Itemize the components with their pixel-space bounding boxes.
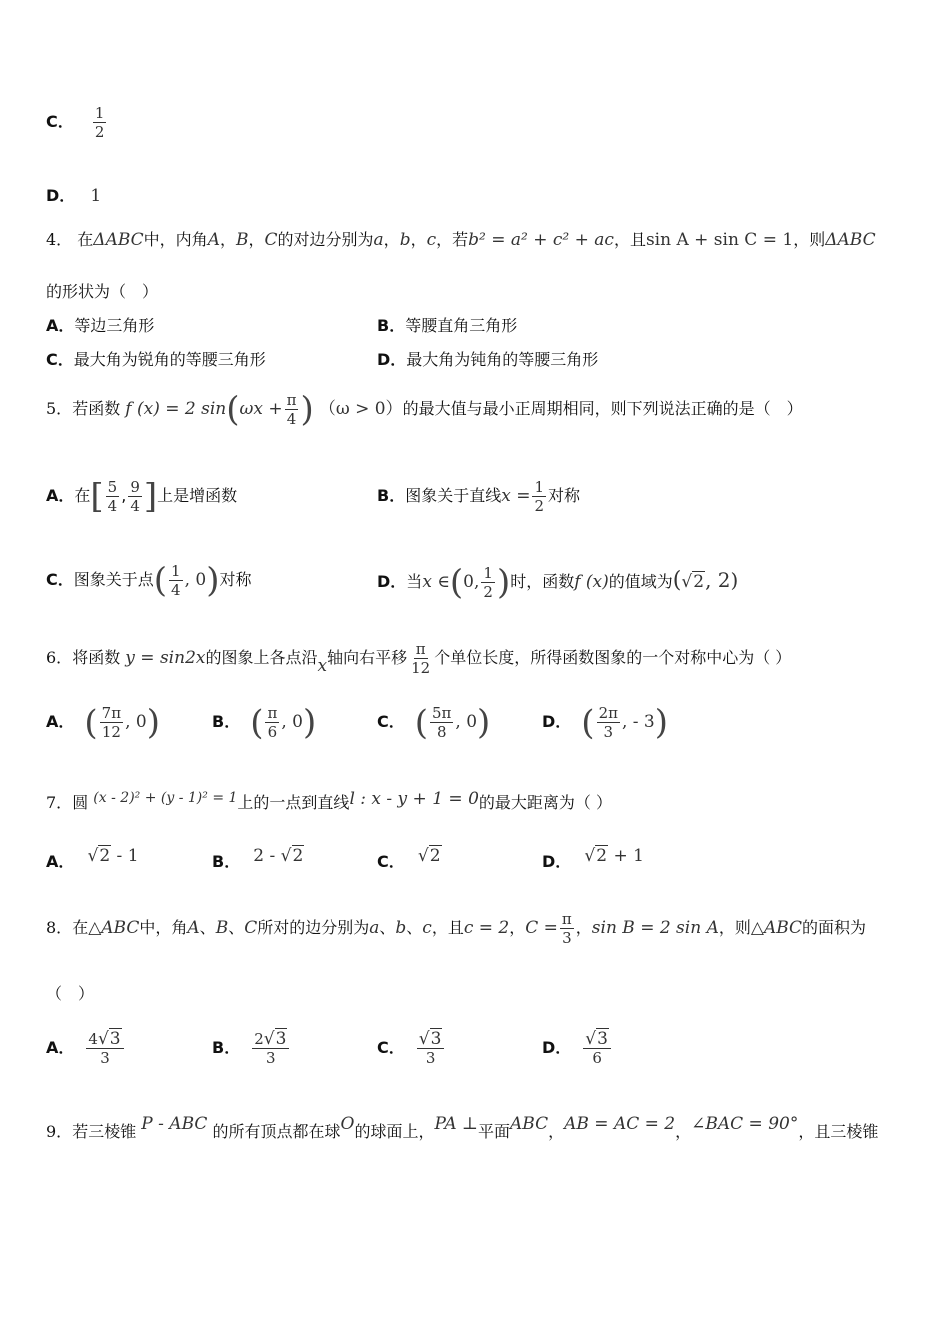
question-4-stem-cont: [46, 280, 910, 304]
paren-open: (: [84, 702, 98, 743]
math-equation: sin A + sin C = 1: [645, 230, 794, 250]
text: ，且: [613, 230, 646, 249]
math-expression: - 1: [111, 846, 139, 866]
text: 所对的边分别为: [257, 918, 370, 937]
sqrt: √3: [418, 1029, 442, 1049]
option-label: C．: [377, 712, 405, 731]
math-expression: , - 3: [621, 712, 655, 732]
sqrt: √3: [263, 1029, 287, 1049]
option-label: D．: [542, 1038, 572, 1057]
math-C: C: [264, 230, 278, 250]
option-label: D．: [542, 852, 572, 871]
text: 图象关于直线: [405, 486, 502, 505]
text: 若三棱锥: [72, 1122, 137, 1141]
coefficient: 2: [254, 1030, 264, 1048]
q6-option-a[interactable]: [46, 696, 160, 748]
option-label: B．: [212, 712, 241, 731]
text: 中，内角: [143, 230, 208, 249]
math-a: a: [369, 918, 380, 938]
math-line-equation: l : x - y + 1 = 0: [349, 789, 479, 809]
math-expression: ωx +: [239, 399, 283, 419]
text: 上是增函数: [157, 486, 238, 505]
math-A: A: [207, 230, 220, 250]
sqrt: √3: [97, 1029, 121, 1049]
math-O: O: [340, 1114, 355, 1134]
math-expression: , 2): [705, 568, 739, 592]
q6-option-b[interactable]: [212, 696, 316, 748]
text: ，若: [436, 230, 469, 249]
q8-option-b[interactable]: [212, 1022, 291, 1074]
paren-open: (: [226, 389, 240, 430]
bracket-close: ]: [143, 476, 158, 517]
math-triangle: △ABC: [88, 918, 140, 938]
math-B: B: [215, 918, 229, 938]
q4-option-d[interactable]: [377, 348, 598, 372]
prev-option-d: [46, 184, 101, 208]
sqrt: √2: [681, 572, 705, 592]
math-equation: b² = a² + c² + ac: [468, 230, 614, 250]
question-8-paren: [46, 982, 910, 1006]
question-number: 7．: [46, 793, 73, 812]
math-condition: （ω > 0）: [318, 399, 403, 419]
math-expression: 2 -: [253, 846, 281, 866]
fraction: $\frac{\pi}{3}$: [561, 910, 572, 947]
q8-option-a[interactable]: [46, 1022, 126, 1074]
math-equation: sin B = 2 sin A: [591, 918, 719, 938]
paren-close: ): [477, 702, 491, 743]
text: 中，角: [139, 918, 188, 937]
math-circle-equation: (x - 2)² + (y - 1)² = 1: [93, 790, 238, 806]
text: 的值域为: [608, 572, 673, 591]
option-text: 最大角为钝角的等腰三角形: [406, 350, 599, 369]
text: 在: [77, 230, 94, 249]
q5-option-d[interactable]: [377, 554, 738, 608]
text: 的所有顶点都在球: [212, 1122, 341, 1141]
paren-close: ): [496, 562, 511, 603]
text: 的球面上，: [354, 1122, 435, 1141]
q4-option-c[interactable]: [46, 348, 266, 372]
text: 上的一点到直线: [237, 793, 350, 812]
option-label: A．: [46, 316, 75, 335]
math-expression: C =: [525, 918, 558, 938]
math-c: c: [426, 230, 437, 250]
paren-close: ): [146, 702, 160, 743]
math-expression: , 0: [125, 712, 147, 732]
option-label: C．: [46, 570, 74, 589]
math-b: b: [395, 918, 407, 938]
q4-option-a[interactable]: [46, 314, 154, 338]
q7-option-c[interactable]: [377, 844, 442, 874]
question-number: 8．: [46, 918, 73, 937]
option-value: 1: [90, 186, 102, 206]
text: ，则: [793, 230, 826, 249]
math-function: f (x): [574, 572, 609, 592]
prev-option-c: [46, 104, 108, 141]
fraction: $\frac{1}{4}$: [171, 562, 181, 599]
paren-close: ): [654, 702, 669, 743]
math-triangle: ΔABC: [825, 230, 876, 250]
math-b: b: [399, 230, 411, 250]
text: ，且: [431, 918, 464, 937]
fraction: $\frac{9}{4}$: [130, 478, 140, 515]
paren-close: ): [302, 702, 317, 743]
text: 图象关于点: [73, 570, 154, 589]
option-label: D．: [46, 186, 76, 205]
math-equation: AB = AC = 2: [564, 1114, 676, 1134]
fraction: $\frac{1}{2}$: [534, 478, 545, 515]
text: 平面: [478, 1122, 511, 1141]
option-label: A．: [46, 486, 75, 505]
text: 对称: [548, 486, 581, 505]
text: 、: [228, 918, 245, 937]
fraction: $\frac{4√3}{3}$: [86, 1030, 123, 1067]
math-pyramid: P - ABC: [141, 1114, 208, 1134]
fraction: $\frac{5}{4}$: [107, 478, 118, 515]
text: 的图象上各点沿: [205, 648, 318, 667]
sqrt: √2: [417, 846, 441, 866]
option-label: B．: [212, 852, 241, 871]
option-label: C．: [377, 852, 405, 871]
math-expression: PA ⊥: [434, 1114, 478, 1134]
text: 轴向右平移: [327, 648, 408, 667]
question-4-stem: 4． 在ΔABC中，内角A，B，C的对边分别为a，b，c，若b² = a² + c² + ac，且sin A + sin C = 1，则ΔABC: [46, 230, 876, 250]
sqrt: √2: [280, 846, 304, 866]
q6-option-c[interactable]: [377, 696, 490, 748]
option-label: D．: [377, 572, 407, 591]
text: 圆: [72, 793, 89, 812]
text: ，: [509, 918, 526, 937]
math-triangle: △ABC: [750, 918, 803, 938]
math-A: A: [187, 918, 200, 938]
text: 个单位长度，所得函数图象的一个对称中心为（ ）: [434, 648, 792, 667]
paren-close: ): [300, 389, 314, 430]
q5-option-b[interactable]: [377, 470, 580, 522]
option-text: 等腰直角三角形: [405, 316, 518, 335]
math-expression: , 0: [455, 712, 478, 732]
q8-option-d[interactable]: [542, 1022, 613, 1074]
sqrt: √2: [584, 846, 608, 866]
question-number: 4．: [46, 230, 73, 249]
fraction: $\frac{7\pi}{12}$: [101, 704, 122, 741]
math-expression: x ∈: [422, 572, 450, 592]
option-label: C．: [46, 350, 74, 369]
math-c: c: [422, 918, 432, 938]
fraction: $\frac{1}{2}$: [94, 104, 105, 141]
math-x: x: [317, 656, 328, 676]
option-label: B．: [212, 1038, 241, 1057]
fraction: $\frac{\pi}{6}$: [267, 704, 278, 741]
text: 在: [72, 918, 89, 937]
math-B: B: [235, 230, 249, 250]
option-text: 等边三角形: [74, 316, 155, 335]
math-C: C: [244, 918, 258, 938]
question-5-stem: [46, 388, 910, 430]
math-equation: c = 2: [463, 918, 510, 938]
math-function: f (x) = 2 sin: [125, 399, 227, 419]
text: 的最大值与最小正周期相同，则下列说法正确的是（ ）: [402, 399, 803, 418]
text: 的面积为: [802, 918, 867, 937]
text: ，: [548, 1122, 565, 1141]
fraction: $\frac{2\pi}{3}$: [598, 704, 618, 741]
paren-close: ): [206, 560, 220, 601]
q4-option-b[interactable]: [377, 314, 517, 338]
bracket-open: [: [90, 476, 104, 517]
math-expression: x =: [501, 486, 531, 506]
text: 、: [406, 918, 423, 937]
option-label: B．: [377, 316, 406, 335]
option-label: D．: [542, 712, 572, 731]
question-8-stem: [46, 902, 910, 954]
q5-option-c[interactable]: [46, 554, 251, 606]
text: 、: [379, 918, 396, 937]
math-a: a: [373, 230, 384, 250]
math-plane: ABC: [510, 1114, 549, 1134]
math-equation: ∠BAC = 90°: [691, 1114, 799, 1134]
text: ，则: [718, 918, 751, 937]
fraction: $\frac{2√3}{3}$: [252, 1030, 289, 1067]
text: 若函数: [72, 399, 121, 418]
q7-option-a[interactable]: [46, 844, 139, 874]
q8-option-c[interactable]: [377, 1022, 446, 1074]
question-9-stem: [46, 1106, 910, 1150]
coefficient: 4: [88, 1030, 98, 1048]
math-expression: 0,: [463, 572, 480, 592]
option-label: A．: [46, 712, 75, 731]
question-7-stem: [46, 786, 910, 815]
math-expression: , 0: [184, 570, 207, 590]
option-label: D．: [377, 350, 407, 369]
text: 的对边分别为: [277, 230, 374, 249]
math-function: y = sin2x: [125, 648, 206, 668]
question-6-stem: [46, 636, 910, 688]
option-label: C．: [377, 1038, 405, 1057]
text: 时，函数: [510, 572, 575, 591]
option-label: A．: [46, 852, 75, 871]
text: ，: [575, 918, 592, 937]
option-label: B．: [377, 486, 406, 505]
fraction: $\frac{√3}{6}$: [583, 1030, 611, 1067]
q5-option-a[interactable]: A．在[ $\frac{5}{4}$ , $\frac{9}{4}$ ]上是增函数: [46, 476, 238, 517]
fraction: $\frac{5\pi}{8}$: [432, 704, 452, 741]
fraction: $\frac{√3}{3}$: [417, 1030, 445, 1067]
question-number: 5．: [46, 399, 73, 418]
paren-open: (: [414, 702, 429, 743]
text: 的形状为（ ）: [46, 282, 159, 301]
question-number: 6．: [46, 648, 73, 667]
fraction: $\frac{\pi}{4}$: [286, 391, 297, 428]
paren-open: (: [250, 702, 264, 743]
q7-option-b[interactable]: [212, 844, 304, 874]
text: 将函数: [72, 648, 121, 667]
text: 、: [199, 918, 216, 937]
text: 在: [74, 486, 91, 505]
text: 当: [406, 572, 423, 591]
text: ，: [675, 1122, 692, 1141]
math-expression: (: [672, 568, 682, 593]
text: ，且三棱锥: [798, 1122, 879, 1141]
math-expression: + 1: [608, 846, 644, 866]
option-text: 最大角为锐角的等腰三角形: [73, 350, 266, 369]
math-expression: , 0: [281, 712, 303, 732]
text: 的最大距离为（ ）: [478, 793, 612, 812]
q7-option-d[interactable]: [542, 844, 644, 874]
paren-open: (: [153, 560, 168, 601]
paren-open: (: [449, 562, 464, 603]
option-label: C．: [46, 112, 74, 131]
fraction: $\frac{1}{2}$: [483, 564, 493, 601]
sqrt: √2: [87, 846, 111, 866]
math-triangle: ΔABC: [93, 230, 144, 250]
text: 对称: [219, 570, 252, 589]
question-number: 9．: [46, 1122, 73, 1141]
option-label: A．: [46, 1038, 75, 1057]
sqrt: √3: [585, 1029, 608, 1049]
paren-open: (: [581, 702, 595, 743]
answer-blank: （ ）: [46, 984, 95, 1003]
fraction: $\frac{\pi}{12}$: [411, 640, 431, 677]
q6-option-d[interactable]: [542, 696, 668, 748]
